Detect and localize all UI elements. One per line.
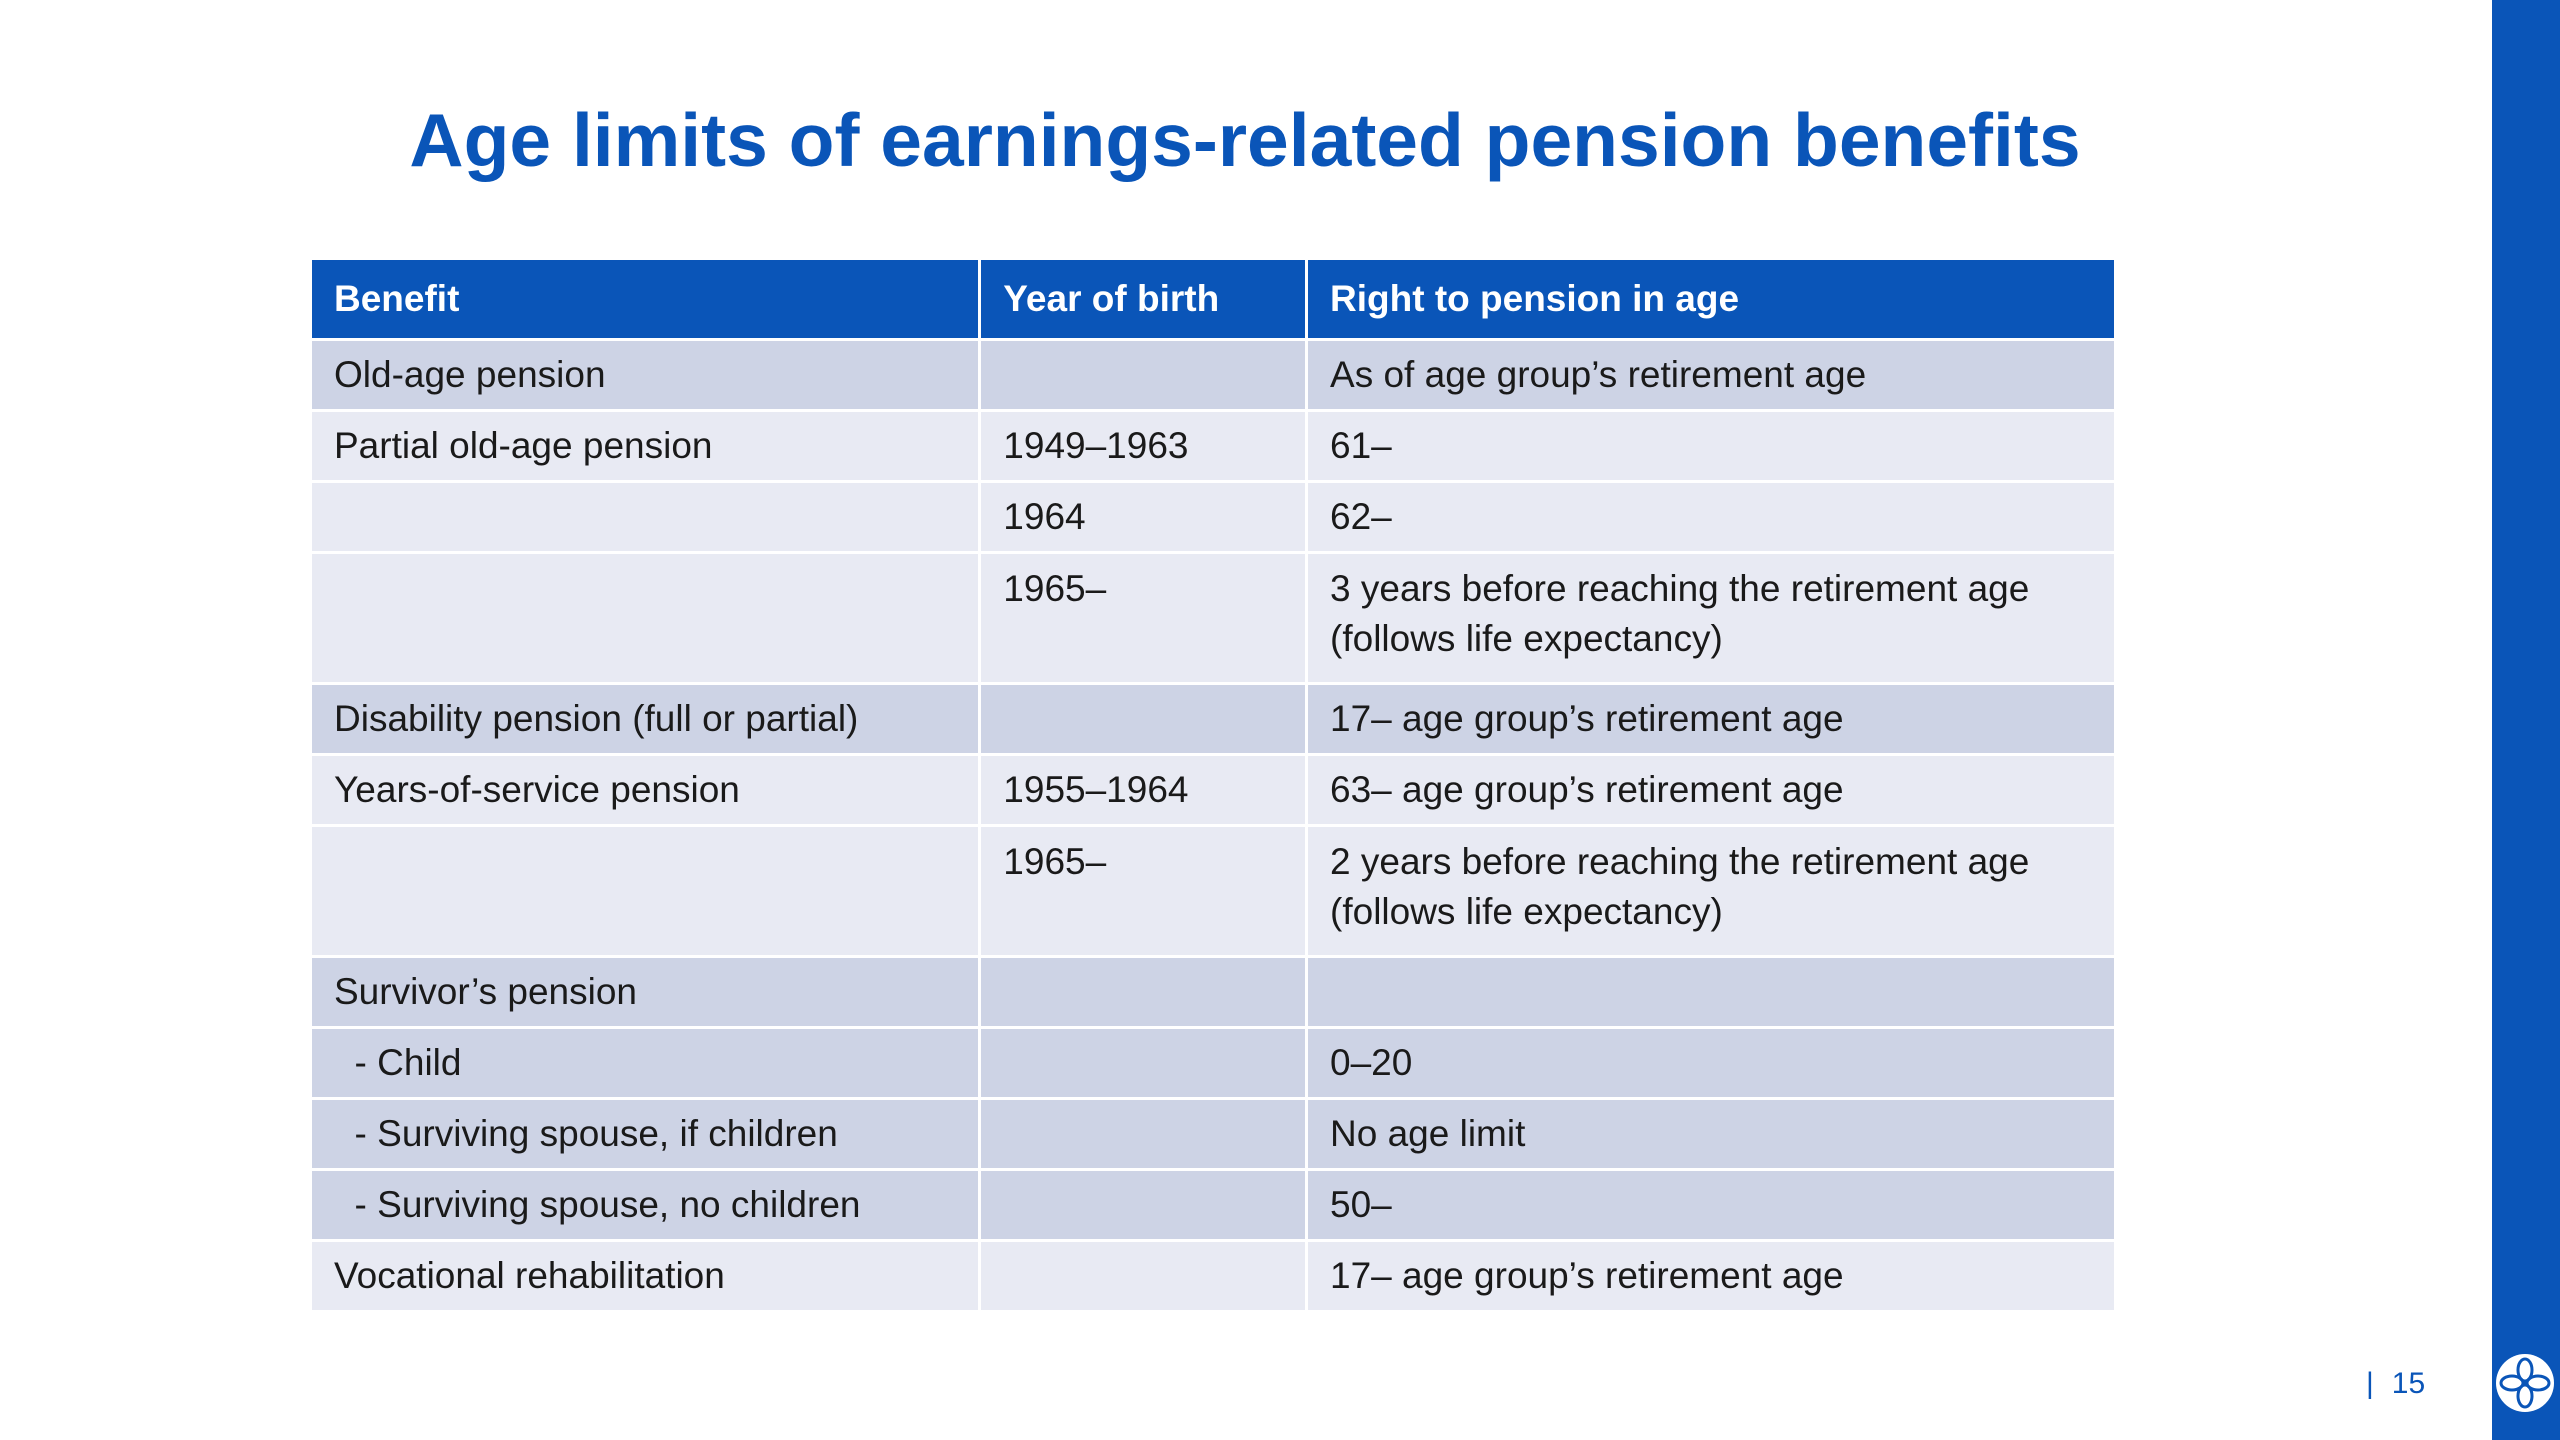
cell-benefit: Survivor’s pension	[312, 958, 978, 1026]
cell-benefit: Old-age pension	[312, 341, 978, 409]
pension-age-table	[309, 257, 2117, 1313]
table-row	[312, 554, 2114, 682]
table-row	[312, 1100, 2114, 1168]
table-row	[312, 483, 2114, 551]
slide-title: Age limits of earnings-related pension benefits	[409, 98, 2081, 182]
cell-benefit	[312, 827, 978, 955]
cell-benefit	[312, 483, 978, 551]
pension-table-container	[312, 260, 2120, 1310]
cell-age	[1308, 554, 2114, 682]
cell-year	[981, 1100, 1305, 1168]
table-row	[312, 1242, 2114, 1310]
brand-side-bar	[2492, 0, 2560, 1440]
page-number	[2366, 1367, 2425, 1401]
cell-age: 62–	[1308, 483, 2114, 551]
page-separator: |	[2366, 1367, 2374, 1400]
cell-benefit: - Surviving spouse, if children	[312, 1100, 978, 1168]
cell-year	[981, 685, 1305, 753]
cell-year: 1955–1964	[981, 756, 1305, 824]
cell-age: 0–20	[1308, 1029, 2114, 1097]
cell-age-line: 2 years before reaching the retirement age	[1330, 841, 2030, 882]
cell-age-line: (follows life expectancy)	[1330, 618, 1723, 659]
cell-benefit: - Surviving spouse, no children	[312, 1171, 978, 1239]
page-number-value: 15	[2391, 1367, 2426, 1400]
cell-year: 1965–	[981, 554, 1305, 682]
table-row	[312, 827, 2114, 955]
cell-year	[981, 1242, 1305, 1310]
cell-age: 17– age group’s retirement age	[1308, 1242, 2114, 1310]
cell-age	[1308, 827, 2114, 955]
cell-year	[981, 958, 1305, 1026]
cell-age-line: (follows life expectancy)	[1330, 891, 1723, 932]
cell-age: 61–	[1308, 412, 2114, 480]
header-year-of-birth: Year of birth	[981, 260, 1305, 338]
table-row	[312, 1029, 2114, 1097]
cell-age: 63– age group’s retirement age	[1308, 756, 2114, 824]
table-header-row	[312, 260, 2114, 338]
table-row	[312, 412, 2114, 480]
cell-age: No age limit	[1308, 1100, 2114, 1168]
cell-year	[981, 1171, 1305, 1239]
cell-benefit	[312, 554, 978, 682]
cell-age	[1308, 958, 2114, 1026]
cell-age: As of age group’s retirement age	[1308, 341, 2114, 409]
table-row	[312, 958, 2114, 1026]
cell-age: 50–	[1308, 1171, 2114, 1239]
cell-year	[981, 341, 1305, 409]
cell-benefit: Disability pension (full or partial)	[312, 685, 978, 753]
table-row	[312, 1171, 2114, 1239]
table-row	[312, 756, 2114, 824]
table-row	[312, 341, 2114, 409]
cell-age: 17– age group’s retirement age	[1308, 685, 2114, 753]
cell-year: 1964	[981, 483, 1305, 551]
cell-age-line: 3 years before reaching the retirement age	[1330, 568, 2030, 609]
cell-year: 1949–1963	[981, 412, 1305, 480]
header-benefit: Benefit	[312, 260, 978, 338]
cell-benefit: Years-of-service pension	[312, 756, 978, 824]
cell-year	[981, 1029, 1305, 1097]
header-right-to-pension: Right to pension in age	[1308, 260, 2114, 338]
cell-benefit: Partial old-age pension	[312, 412, 978, 480]
table-row	[312, 685, 2114, 753]
cell-benefit: - Child	[312, 1029, 978, 1097]
flower-emblem-icon	[2494, 1352, 2556, 1414]
cell-benefit: Vocational rehabilitation	[312, 1242, 978, 1310]
cell-year: 1965–	[981, 827, 1305, 955]
